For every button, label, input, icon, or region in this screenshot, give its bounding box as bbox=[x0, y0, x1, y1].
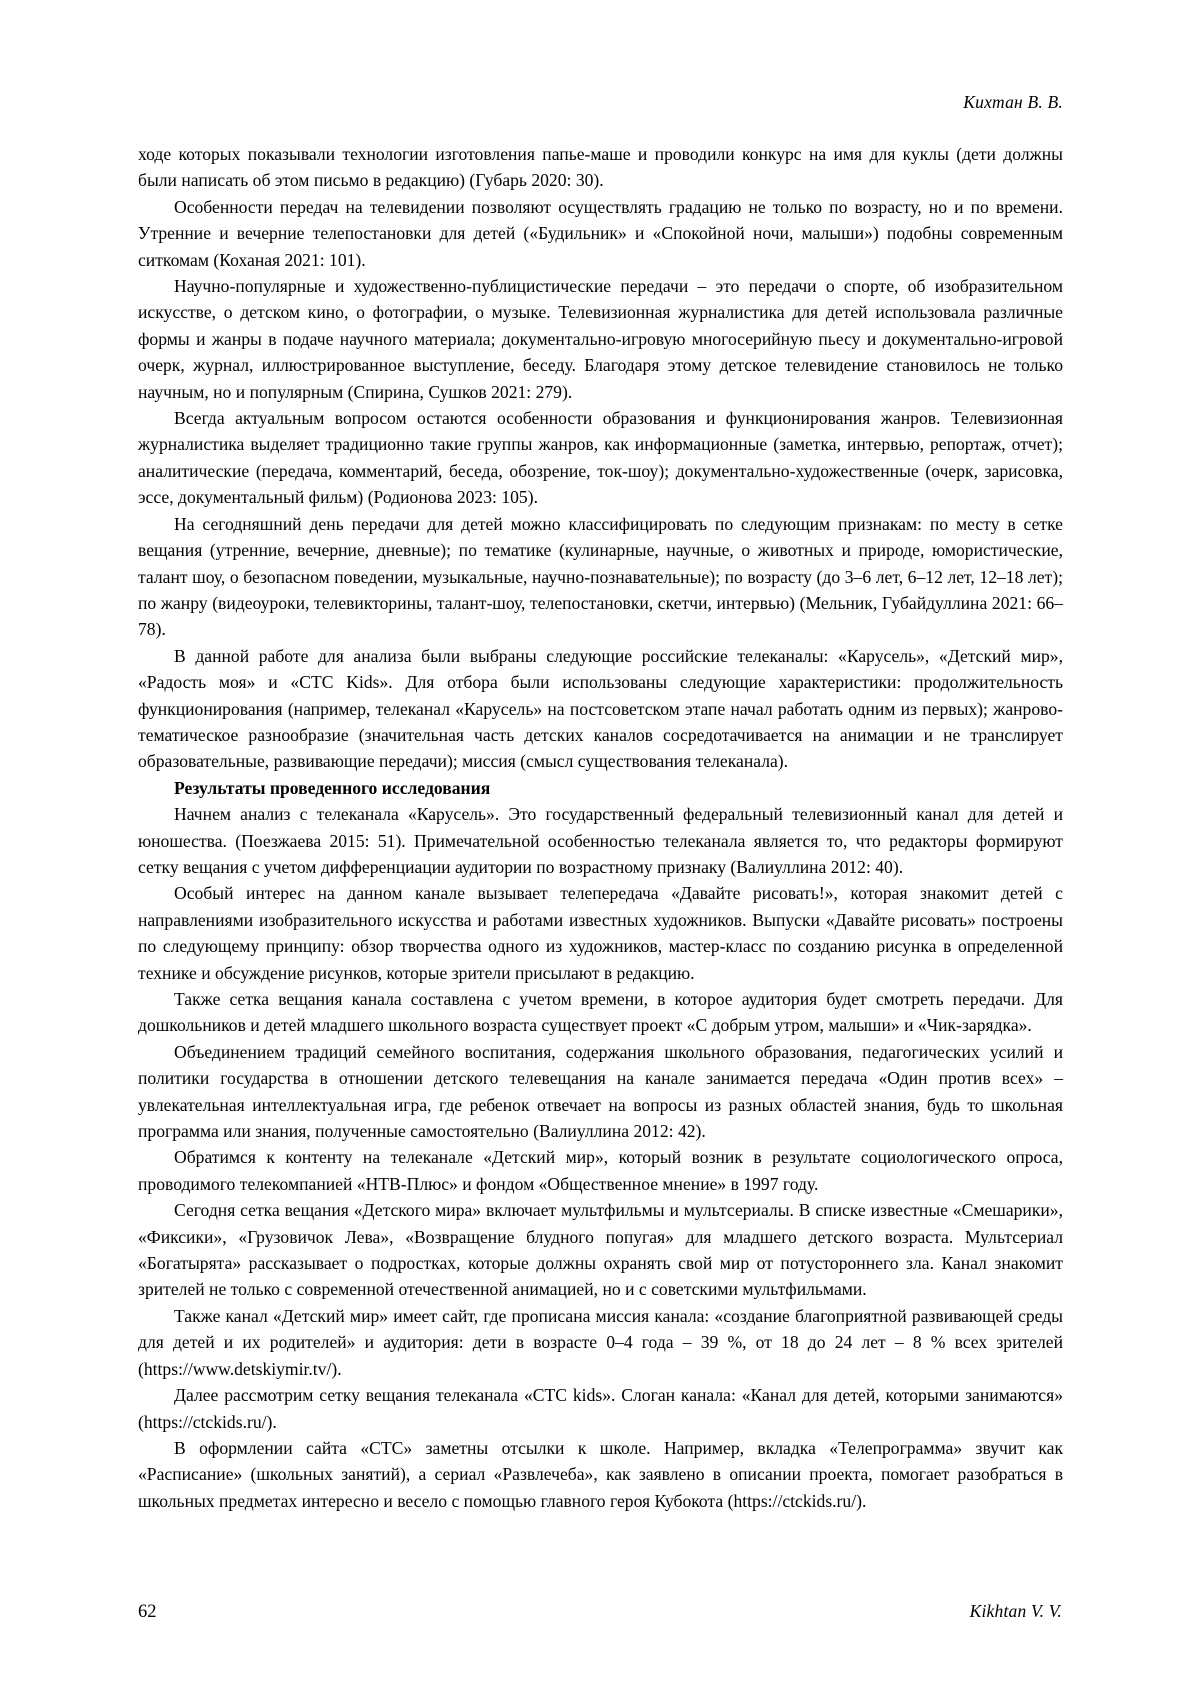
footer-author: Kikhtan V. V. bbox=[969, 1601, 1062, 1621]
paragraph: Сегодня сетка вещания «Детского мира» включает мультфильмы и мультсериалы. В списке известные «Смешарики», «Фиксики», «Грузовичок Лева», «Возвращение блудного попугая» для младшего детского возраста. Мультсериал «Богатырята» рассказывает о подростках, которые должны охранять свой мир от потустороннего зла. Канал знакомит зрителей не только с современной отечественной анимацией, но и с советскими мультфильмами. bbox=[138, 1200, 1063, 1300]
paragraph: Объединением традиций семейного воспитания, содержания школьного образования, педагогических усилий и политики государства в отношении детского телевещания на канале занимается передача «Один против всех» – увлекательная интеллектуальная игра, где ребенок отвечает на вопросы из разных областей знания, будь то школьная программа или знания, полученные самостоятельно (Валиуллина 2012: 42). bbox=[138, 1041, 1063, 1142]
section-heading: Результаты проведенного исследования bbox=[174, 777, 491, 798]
running-head: Кихтан В. В. bbox=[963, 92, 1063, 112]
paragraph: Начнем анализ с телеканала «Карусель». Это государственный федеральный телевизионный канал для детей и юношества. (Поезжаева 2015: 51). Примечательной особенностью телеканала является то, что редакторы формируют сетку вещания с учетом дифференциации аудитории по возрастному признаку (Валиуллина 2012: 40). bbox=[138, 804, 1063, 877]
paragraph: На сегодняшний день передачи для детей можно классифицировать по следующим признакам: по месту в сетке вещания (утренние, вечерние, дневные); по тематике (кулинарные, научные, о животных и природе, юмористические, талант шоу, о безопасном поведении, музыкальные, научно-познавательные); по возрасту (до 3–6 лет, 6–12 лет, 12–18 лет); по жанру (видеоуроки, телевикторины, талант-шоу, телепостановки, скетчи, интервью) (Мельник, Губайдуллина 2021: 66–78). bbox=[138, 513, 1063, 640]
paragraph: Также сетка вещания канала составлена с учетом времени, в которое аудитория будет смотреть передачи. Для дошкольников и детей младшего школьного возраста существует проект «С добрым утром, малыши» и «Чик-зарядка». bbox=[138, 989, 1063, 1036]
page-number: 62 bbox=[138, 1602, 157, 1622]
paragraph: Особый интерес на данном канале вызывает телепередача «Давайте рисовать!», которая знакомит детей с направлениями изобразительного искусства и работами известных художников. Выпуски «Давайте рисовать» построены по следующему принципу: обзор творчества одного из художников, мастер-класс по созданию рисунка в определенной технике и обсуждение рисунков, которые зрители присылают в редакцию. bbox=[138, 883, 1063, 983]
paragraph-continued: ходе которых показывали технологии изготовления папье-маше и проводили конкурс на имя для куклы (дети должны были написать об этом письмо в редакцию) (Губарь 2020: 30). bbox=[138, 144, 1063, 191]
page-content bbox=[138, 92, 1063, 1514]
page-footer bbox=[138, 1601, 1062, 1623]
paragraph: Обратимся к контенту на телеканале «Детский мир», который возник в результате социологического опроса, проводимого телекомпанией «НТВ-Плюс» и фондом «Общественное мнение» в 1997 году. bbox=[138, 1147, 1063, 1194]
paragraph: Особенности передач на телевидении позволяют осуществлять градацию не только по возрасту, но и по времени. Утренние и вечерние телепостановки для детей («Будильник» и «Спокойной ночи, малыши») подобны современным ситкомам (Коханая 2021: 101). bbox=[138, 196, 1063, 270]
paragraph: В данной работе для анализа были выбраны следующие российские телеканалы: «Карусель», «Детский мир», «Радость моя» и «СТС Kids». Для отбора были использованы следующие характеристики: продолжительность функционирования (например, телеканал «Карусель» на постсоветском этапе начал работать одним из первых); жанрово-тематическое разнообразие (значительная часть детских каналов сосредотачивается на анимации и не транслирует образовательные, развивающие передачи); миссия (смысл существования телеканала). bbox=[138, 645, 1063, 772]
paragraph: Также канал «Детский мир» имеет сайт, где прописана миссия канала: «создание благоприятной развивающей среды для детей и их родителей» и аудитория: дети в возрасте 0–4 года – 39 %, от 18 до 24 лет – 8 % всех зрителей (https://www.detskiymir.tv/). bbox=[138, 1305, 1063, 1379]
paragraph: В оформлении сайта «СТС» заметны отсылки к школе. Например, вкладка «Телепрограмма» звучит как «Расписание» (школьных занятий), а сериал «Развлечеба», как заявлено в описании проекта, помогает разобраться в школьных предметах интересно и весело с помощью главного героя Кубокота (https://ctckids.ru/). bbox=[138, 1437, 1063, 1511]
paragraph: Далее рассмотрим сетку вещания телеканала «СТС kids». Слоган канала: «Канал для детей, которыми занимаются» (https://ctckids.ru/). bbox=[138, 1385, 1063, 1432]
paragraph: Научно-популярные и художественно-публицистические передачи – это передачи о спорте, об изобразительном искусстве, о детском кино, о фотографии, о музыке. Телевизионная журналистика для детей использовала различные формы и жанры в подаче научного материала; документально-игровую многосерийную пьесу и документально-игровой очерк, журнал, иллюстрированное выступление, беседу. Благодаря этому детское телевидение становилось не только научным, но и популярным (Спирина, Сушков 2021: 279). bbox=[138, 276, 1063, 402]
paragraph: Всегда актуальным вопросом остаются особенности образования и функционирования жанров. Телевизионная журналистика выделяет традиционно такие группы жанров, как информационные (заметка, интервью, репортаж, отчет); аналитические (передача, комментарий, беседа, обозрение, ток-шоу); документально-художественные (очерк, зарисовка, эссе, документальный фильм) (Родионова 2023: 105). bbox=[138, 408, 1063, 508]
